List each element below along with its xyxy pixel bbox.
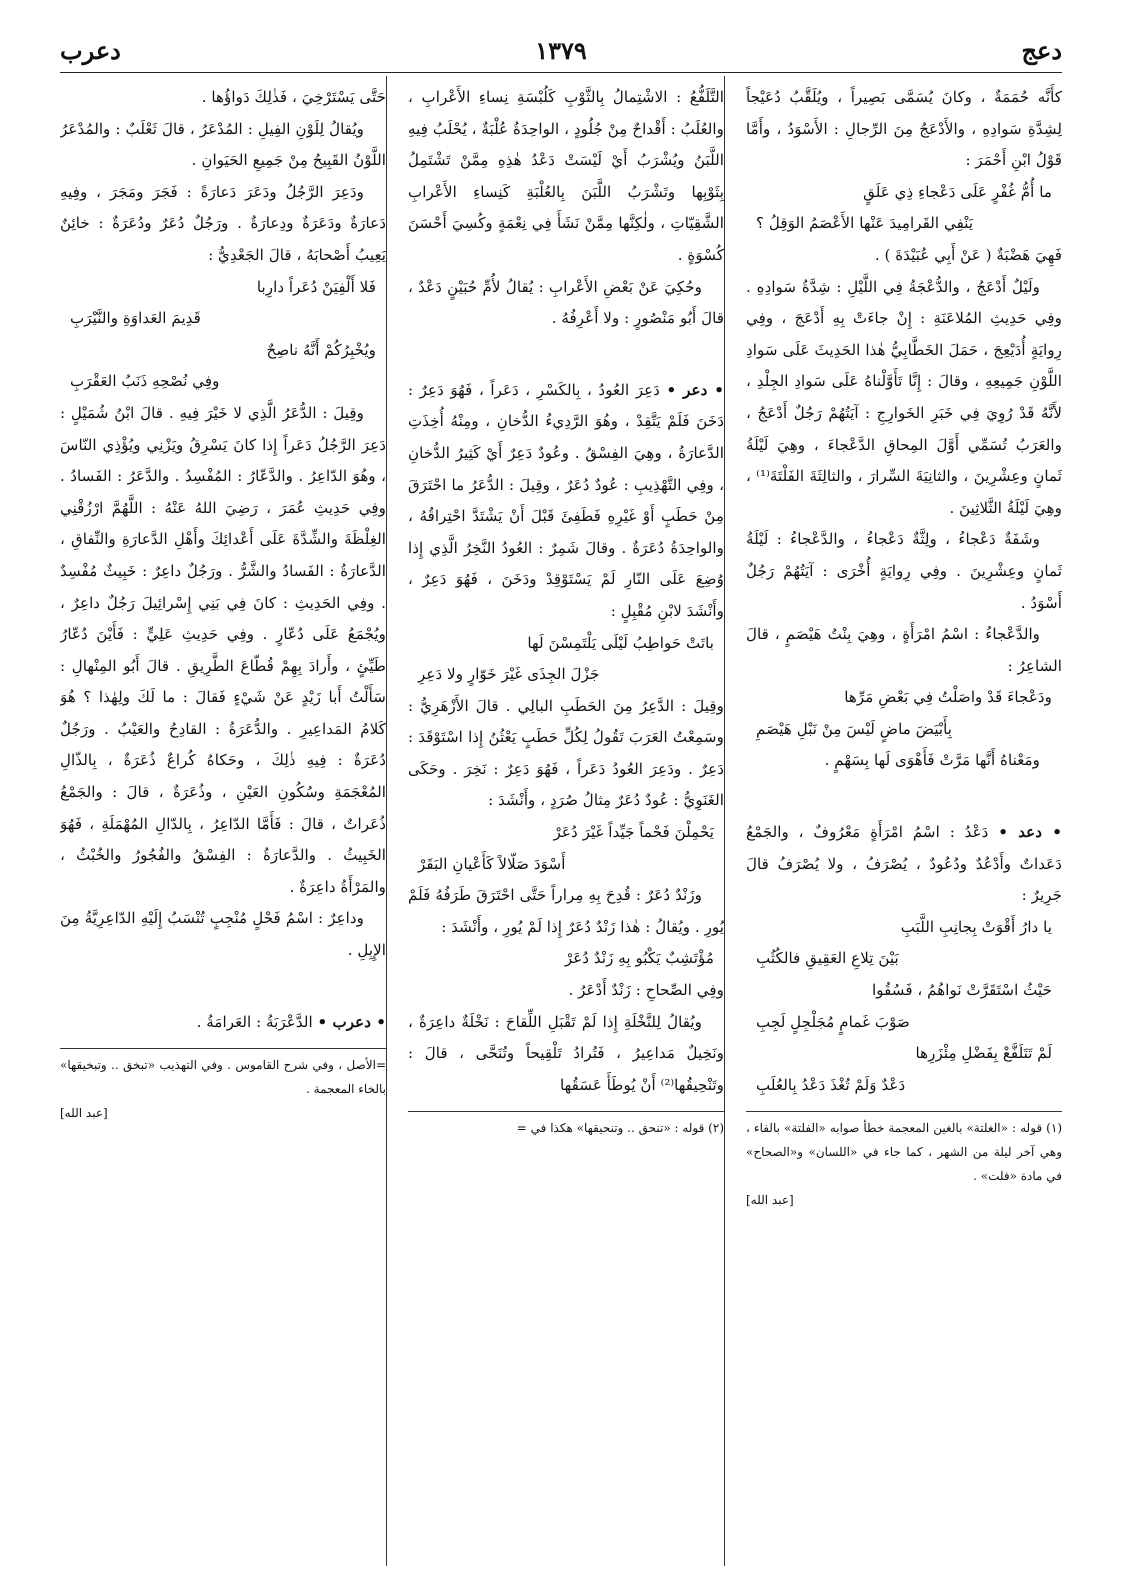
verse: [408, 943, 724, 975]
entry-da'd: [746, 817, 1062, 912]
page-header: [60, 36, 1062, 70]
paragraph: والدَّعْجاءُ : اسْمُ امْرَأَةٍ ، وهِيَ بِنْتُ هَيْصَمٍ ، قالَ الشاعِرُ :: [746, 625, 1062, 675]
paragraph: وحُكِيَ عَنْ بَعْضِ الأَعْرابِ : يُقالُ لأُمِّ حُبَيْنٍ دَعْدٌ ، قالَ أَبُو مَنْصُورٍ : ولا أَعْرِفُهُ .: [408, 277, 724, 328]
entry-headword: • دعد •: [998, 823, 1062, 842]
verse-hemistich: لَمْ تَتَلَفَّعْ بِفَضْلِ مِئْزَرِها: [915, 1044, 1052, 1063]
footnote-text: (٢) قوله : «تنحق .. وتنحيقها» هكذا في =: [516, 1121, 724, 1136]
verse-hemistich: وفِي نُصْحِهِ ذَنَبُ العَقْرَبِ: [70, 372, 220, 391]
paragraph: وفِي الصِّحاحِ : زَنْدٌ أَدْعَرُ .: [568, 981, 724, 1000]
column-left: [60, 82, 386, 1558]
verse-hemistich: ويُخْبِرُكُمْ أَنَّهُ ناصِحٌ: [266, 340, 376, 359]
paragraph: وزَنْدٌ دُعَرٌ : قُدِحَ بِهِ مِراراً حَتَّى احْتَرَقَ طَرَفُهُ فَلَمْ يُورِ . ويُقالُ : هٰذا زَنْدٌ دُعَرٌ إِذا لَمْ يُورِ ، وأَنْشَدَ :: [408, 886, 724, 936]
footnote-signature: [عبد الله]: [746, 1193, 794, 1208]
paragraph: كأَنَّه حُمَمَةٌ ، وكانَ يُسَمَّى بَصِيراً ، ويُلَقَّبُ دُعَيْجاً لِشِدَّةِ سَوادِهِ ، والأَدْعَجُ مِنَ الرِّجالِ : الأَسْوَدُ ، وأَمَّا قَوْلُ ابْنِ أَحْمَرَ :: [746, 88, 1062, 170]
verse-hemistich: يا دارُ أَقْوَتْ بِجانِبِ اللَّبَبِ: [900, 917, 1052, 936]
verse-hemistich: ودَعْجاءَ قَدْ واصَلْتُ فِي بَعْضِ مَرِّها: [844, 688, 1052, 707]
header-left-word: دعرب: [60, 36, 121, 65]
verse-hemistich: باتَتْ حَواطِبُ لَيْلَى يَلْتَمِسْنَ لَها: [527, 633, 714, 652]
verse-hemistich: أَسْوَدَ صَلّالاً كَأَعْيانِ البَقَرْ: [418, 854, 566, 873]
verse-hemistich: مُؤْتَشِبٌ يَكْبُو بِهِ زَنْدٌ دُعَرْ: [564, 949, 714, 968]
verse: [746, 177, 1062, 240]
footnote-rule: [746, 1111, 1062, 1112]
verse-hemistich: حَيْثُ اسْتَقَرَّتْ نَواهُمُ ، فَسُقُوا: [872, 981, 1052, 1000]
entry-headword: • دعر •: [666, 380, 724, 399]
paragraph: وشَفَةٌ دَعْجاءُ ، ولِثَّةٌ دَعْجاءُ ، والدَّعْجاءُ : لَيْلَةُ ثَمانٍ وعِشْرِينَ . وفِي رِوايَةٍ أُخْرَى : آيَتُهُمْ رَجُلٌ أَسْوَدُ .: [746, 530, 1062, 612]
verse: [408, 628, 724, 691]
footnote-text: (١) قوله : «الغلتة» بالغين المعجمة خطأ صوابه «الفلتة» بالفاء ، وهي آخر ليلة من الشهر ، كما جاء في «اللسان» و«الصحاح» في مادة «فلت» .: [746, 1121, 1062, 1184]
verse-hemistich: ما أُمُّ غُفْرٍ عَلَى دَعْجاءِ ذِي عَلَقٍ: [863, 182, 1052, 201]
column-middle: [408, 82, 724, 1558]
verse: [408, 817, 724, 880]
paragraph: ودَعِرَ الرَّجُلُ ودَعَرَ دَعارَةً : فَجَرَ ومَجَرَ ، وفِيهِ دَعارَةٌ ودَعَرَةٌ ودِعارَةٌ . ورَجُلٌ دُعَرٌ ودُعَرَةٌ : خائِنٌ يَعِيبُ أَصْحابَهُ ، قالَ الجَعْدِيُّ :: [60, 182, 386, 264]
paragraph: التَّلَفُّعُ : الاشْتِمالُ بِالثَّوْبِ كَلُبْسَةِ نِساءِ الأَعْرابِ ، والعُلَبُ : أَقْداحٌ مِنْ جُلُودٍ ، الواحِدَةُ عُلْبَةٌ ، يُحْلَبُ فِيهِ اللَّبَنُ ويُشْرَبُ أَيْ لَيْسَتْ دَعْدُ هٰذِهِ مِمَّنْ تَشْتَمِلُ بِثَوْبِها وتَشْرَبُ اللَّبَنَ بِالعُلْبَةِ كَنِساءِ الأَعْرابِ الشَّقِيّاتِ ، ولٰكِنَّها مِمَّنْ نَشَأَ فِي نِعْمَةٍ وكُسِيَ أَحْسَنَ كُسْوَةٍ .: [408, 88, 724, 264]
paragraph: ولَيْلٌ أَدْعَجُ ، والدُّعْجَةُ فِي اللَّيْلِ : شِدَّةُ سَوادِهِ . وفِي حَدِيثِ المُلاعَنَةِ : إِنْ جاءَتْ بِهِ أَدْعَجَ ، وفِي رِوايَةٍ أُدَيْعِجَ ، حَمَلَ الخَطَّابِيُّ هٰذا الحَدِيثَ عَلَى سَوادِ اللَّوْنِ جَمِيعِهِ ، وقالَ : إِنَّا تَأَوَّلْناهُ عَلَى سَوادِ الجِلْدِ ، لأَنَّهُ قَدْ رُوِيَ فِي خَبَرِ الخَوارِجِ : آيَتُهُمْ رَجُلٌ أَدْعَجُ ، والعَرَبُ تُسَمِّي أَوَّلَ المِحاقِ الدَّعْجاءَ ، وهِيَ لَيْلَةُ ثَمانٍ وعِشْرِينَ ، والثانِيَةَ السِّرارَ ، والثالِثَةَ الفَلْتَةَ⁽¹⁾ ، وهِيَ لَيْلَةُ الثَّلاثِينَ .: [746, 277, 1062, 517]
entry-text: دَعِرَ العُودُ ، بِالكَسْرِ ، دَعَراً ، فَهُوَ دَعِرٌ : دَخَنَ فَلَمْ يَتَّقِدْ ، وهُوَ الرَّدِيءُ الدُّخانِ ، ومِنْهُ أُخِذَتِ الدَّعارَةُ ، وهِيَ الفِسْقُ . وعُودٌ دَعِرٌ أَيْ كَثِيرُ الدُّخانِ ، وفِي التَّهْذِيبِ : عُودٌ دُعَرٌ ، وقِيلَ : الدُّعَرُ ما احْتَرَقَ مِنْ حَطَبٍ أَوْ غَيْرِهِ فَطَفِئَ قَبْلَ أَنْ يَشْتَدَّ احْتِراقُهُ ، والواحِدَةُ دُعَرَةٌ . وقالَ شَمِرٌ : العُودُ النَّخِرُ الَّذِي إِذا وُضِعَ عَلَى النّارِ لَمْ يَسْتَوْقِدْ ودَخَنَ ، فَهُوَ دَعِرٌ ، وأَنْشَدَ لابْنِ مُقْبِلٍ :: [408, 380, 724, 620]
entry-headword: • دعرب •: [317, 1012, 386, 1031]
verse-hemistich: بَيْنَ تِلاعِ العَقِيقِ فالكُثُبِ: [756, 949, 899, 968]
verse: [60, 272, 386, 398]
page-number: ١٣٧٩: [535, 36, 587, 65]
entry-da'rab: [60, 1007, 386, 1039]
verse-hemistich: صَوْبَ غَمامٍ مُجَلْجِلٍ لَجِبِ: [756, 1012, 910, 1031]
footnote-text: =الأصل ، وفي شرح القاموس . وفي التهذيب «تبخق .. وتبخيقها» بالخاء المعجمة .: [60, 1058, 386, 1097]
verse-hemistich: دَعْدٌ وَلَمْ تُغْذَ دَعْدُ بِالعُلَبِ: [756, 1075, 906, 1094]
paragraph: حَتَّى يَسْتَرْخِيَ ، فَذٰلِكَ دَواؤُها .: [201, 88, 386, 106]
footnote: [408, 1116, 724, 1140]
verse-hemistich: يَحْمِلْنَ فَحْماً جَيِّداً غَيْرَ دُعَرْ: [553, 823, 714, 842]
entry-da'ir: [408, 375, 724, 628]
column-divider: [724, 76, 725, 1566]
footnote: [60, 1053, 386, 1125]
verse: [746, 912, 1062, 1102]
footnote-signature: [عبد الله]: [60, 1106, 108, 1121]
verse-hemistich: جَزْلَ الجِذَى غَيْرَ خَوّارٍ ولا دَعِرِ: [418, 665, 600, 684]
entry-text: الدَّعْرَبَةُ : العَرامَةُ .: [196, 1012, 313, 1031]
footnote: [746, 1116, 1062, 1212]
paragraph: ويُقالُ لِلنَّخْلَةِ إِذا لَمْ تَقْبَلِ اللِّقاحَ : نَخْلَةٌ داعِرَةٌ ، ونَخِيلٌ مَداعِيرُ ، فَتُرادُ تَلْقِيحاً وتُنَحَّى ، قالَ : وتَنْحِيقُها⁽²⁾ أَنْ يُوطَأَ عَسَقُها: [408, 1012, 724, 1094]
entry-text: دَعْدُ : اسْمُ امْرَأَةٍ مَعْرُوفٌ ، والجَمْعُ دَعَداتٌ وأَدْعُدٌ ودُعُودٌ ، يُصْرَفُ ، ولا يُصْرَفُ قالَ جَرِيرٌ :: [746, 823, 1062, 905]
verse-hemistich: قَدِيمَ العَداوَةِ والنَّيْرَبِ: [70, 309, 201, 328]
verse-hemistich: يَنْفِي القَرامِيدَ عَنْها الأَعْصَمُ الوَقِلُ ؟: [756, 214, 974, 233]
footnote-rule: [60, 1048, 386, 1049]
header-rule: [60, 72, 1062, 73]
column-right: [746, 82, 1062, 1558]
verse: [746, 682, 1062, 745]
footnote-rule: [408, 1111, 724, 1112]
paragraph: وقِيلَ : الدَّعِرُ مِنَ الحَطَبِ البالِي . قالَ الأَزْهَرِيُّ : وسَمِعْتُ العَرَبَ تَقُولُ لِكُلِّ حَطَبٍ يَعْثُنُ إِذا اسْتَوْقَدَ : دَعِرٌ . ودَعِرَ العُودُ دَعَراً ، فَهُوَ دَعِرٌ : نَخِرَ . وحَكَى الغَنَوِيُّ : عُودٌ دُعَرٌ مِثالُ صُرَدٍ ، وأَنْشَدَ :: [408, 696, 724, 810]
paragraph: ومَعْناهُ أَنَّها مَرَّتْ فَأَهْوَى لَها بِسَهْمٍ .: [824, 751, 1040, 770]
paragraph: فَهِيَ هَضْبَةٌ ( عَنْ أَبِي عُبَيْدَةَ ) .: [874, 245, 1062, 264]
column-divider: [386, 76, 387, 1566]
paragraph: وقِيلَ : الدُّعَرُ الَّذِي لا خَيْرَ فِيهِ . قالَ ابْنُ شُمَيْلٍ : دَعِرَ الرَّجُلُ دَعَراً إِذا كانَ يَسْرِقُ ويَزْنِي ويُؤْذِي النّاسَ ، وهُوَ الدّاعِرُ . والدَّعّارُ : المُفْسِدُ . والدَّعَرُ : الفَسادُ . وفِي حَدِيثِ عُمَرَ ، رَضِيَ اللهُ عَنْهُ : اللَّهُمَّ ارْزُقْنِي الغِلْظَةَ والشِّدَّةَ عَلَى أَعْدائِكَ وأَهْلِ الدَّعارَةِ والنِّفاقِ ، الدَّعارَةُ : الفَسادُ والشَّرُّ . ورَجُلٌ داعِرٌ : خَبِيثٌ مُفْسِدٌ . وفِي الحَدِيثِ : كانَ فِي بَنِي إِسْرائِيلَ رَجُلٌ داعِرٌ ، ويُجْمَعُ عَلَى دُعّارٍ . وفِي حَدِيثِ عَلِيٍّ : فَأَيْنَ دُعّارُ طَيِّئٍ ، وأَرادَ بِهِمْ قُطّاعَ الطَّرِيقِ . قالَ أَبُو المِنْهالِ : سَأَلْتُ أَبا زَيْدٍ عَنْ شَيْءٍ فَقالَ : ما لَكَ ولِهٰذا ؟ هُوَ كَلامُ المَداعِيرِ . والدُّعَرَةُ : القادِحُ والعَيْبُ . ورَجُلٌ دُعَرَةٌ : فِيهِ ذٰلِكَ ، وحَكاهُ كُراعٌ ذُعَرَةٌ ، بِالذّالِ المُعْجَمَةِ وسُكُونِ العَيْنِ ، وذُعَرَةٌ ، قالَ : والجَمْعُ ذُعَراتٌ ، قالَ : فَأَمَّا الدّاعِرُ ، بِالدّالِ المُهْمَلَةِ ، فَهُوَ الخَبِيثُ . والدَّعارَةُ : الفِسْقُ والفُجُورُ والخُبْثُ ، والمَرْأَةُ داعِرَةٌ .: [60, 403, 386, 896]
paragraph: وداعِرٌ : اسْمُ فَحْلٍ مُنْجِبٍ تُنْسَبُ إِلَيْهِ الدّاعِرِيَّةُ مِنَ الإِبِلِ .: [60, 909, 386, 960]
verse-hemistich: فَلا أَلْفِيَنْ دُعَراً دارِبا: [256, 277, 376, 296]
header-right-word: دعج: [1021, 36, 1062, 65]
verse-hemistich: بِأَبْيَضَ ماضٍ لَيْسَ مِنْ نَبْلِ هَيْصَمِ: [756, 719, 952, 738]
paragraph: ويُقالُ لِلَوْنِ الفِيلِ : المُدْعَرُ ، قالَ ثَعْلَبٌ : والمُدْعَرُ اللَّوْنُ القَبِيحُ مِنْ جَمِيعِ الحَيَوانِ .: [60, 119, 386, 170]
